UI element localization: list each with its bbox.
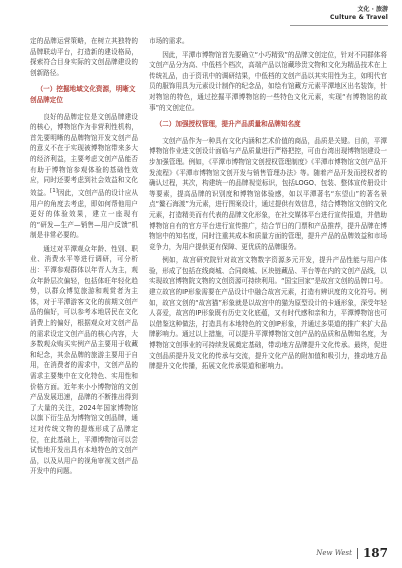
right-paragraph-4: 例如，故宫研究院针对故宫文物数字资源多元开发，提升产品性能与用户体验，形成了包括在线商城、合同商城、区块链藏品、平台等在内的文创产品线，以实现故宫博物院文物的文创资源可持续利用。“国宝回家”是故宫文创的品牌口号。建立故宫的IP形象需要在产品设计中融合故宫元素，打造有辨识度的文化符号。例如，故宫文创的“故宫猫”形象就是以故宫中的猫为原型设计的卡通形象，深受年轻人喜爱，故宫的IP形象既有历史文化底蕴，又有时代感和亲和力，平潭博物馆也可以借鉴这种做法，打造具有本地特色的文创IP形象，并通过多渠道的推广来扩大品牌影响力。通过以上措施，可以提升平潭博物馆文创产品的品质和品牌知名度，为博物馆文创事业的可持续发展奠定基础，带动地方品牌提升文化传承。最终，促进文创品质提升及文化的传承与交流，提升文化产品的附加值和吸引力，推动地方品牌提升文化传播，拓展文化传承渠道和影响力。 [149,256,387,371]
section-heading-1: （一）挖掘地域文化资源，明晰文创品牌定位 [30,85,136,104]
page-footer [316,546,388,560]
magazine-name: New West [316,549,352,557]
section-title-en: Culture & Travel [330,14,388,21]
page-header [330,6,388,22]
section-title-cn: 文化 · 旅游 [357,6,388,13]
right-column [149,36,387,372]
left-paragraph-2: 良好的品牌定位是文创品牌建设的核心，博物馆作为非营利性机构，首先要明晰的品牌物馆开发文创产品的意义不在于实现被博物馆带来多大的经济利益，主要考虑文创产品能否有助于博物馆参观体验的基础性效应，同时还要考虑到社会效益和文化效益。[1]因此，文创产品的设计应从用户的角度去考虑，即如何帮他用户更好的体验效果，建立一座现有的“研发—生产—销售—用户反馈”机制是非常必要的。 [30,112,138,240]
left-column [30,36,138,477]
page-number: 187 [362,546,388,560]
left-paragraph-3: 通过对平潭观众年龄、性别、职业、消费水平等进行调研，可分析出：平潭参观群体以年青人为主，观众年龄层次偏轻，包括体旺年轻化趋势，以群众博览旅游和观赏者为主体，对于平潭游客文化的前期文创产品的偏好，可以参考本地居民在文化消费上的偏好，根据观众对文创产品的需求设定文创产品的核心内容，大多数观众购买实例产品主要用于收藏和纪念，其余品牌的旅游主要用于自用，在消费者的需求中，文创产品的需求主要集中在文化特色、实用性和价格方面。近年来小小博物馆的文创产品发展迅速，品牌的不断推出得到了大量的关注，2024年国家博物馆以旗下衍生品为博物馆文创品牌，通过对传统文物的提炼形成了品牌定位，在此基础上，平潭博物馆可以尝试性地开发出具有本地特色的文创产品，以及从用户的视角审视文创产品开发中的问题。 [30,244,138,476]
footer-divider [357,548,358,559]
right-paragraph-3: 文创产品作为一种具有文化内涵和艺术价值的商品，品质是关键。目前，平潭博物馆作业进文创设计面临与产品质量进行严格把控，可由台湾出现博物馆建设一步加强管理。例如，《平潭市博物馆文创授权管理制度》《平潭市博物馆文创产品开发流程》《平潭市博物馆文创开发与销售管理办法》等。随着产品开发而授权者的确认过程，其次，构建统一的品牌视觉标识，包括LOGO、包装、整体宣传册设计等要素，提高品牌的识别度和博物馆体验感，如以平潭著名“东望山”的著名景点“鳌石海渡”为元素，进行图案设计，通过提供有效信息，结合博物馆文创的文化元素，打造精美而有代表的品牌文化形象，在社交媒体平台进行宣传报道，并借助博物馆自有的官方平台进行宣传推广，结合节日的门票和产品推荐，提升品牌在博物馆中的知名度，同时注重其成本和质量方面的管理，提升产品的品牌效益和市场竞争力，为用户提供更有保障、更优质的品牌服务。 [149,136,387,251]
left-paragraph-1: 定的品牌运营策略，在树立其独特的品牌联动平台，打造新的建设格局，探索符合目身实际的文创品牌建设的创新路径。 [30,37,138,77]
right-paragraph-1: 市场的需求。 [149,37,189,45]
header-divider [290,25,388,26]
section-heading-2: （二）加强授权管理，提升产品质量和品牌知名度 [155,120,301,129]
right-paragraph-2: 因此，平潭市博物馆首先要确立“小巧精致”的品牌文创定位，针对不同群体将文创产品分为高、中低档个档次，高端产品以馆藏珍贵文物和文化为精品技术在上传统礼品，由于资讯中的调研结果，中低档的文创产品以其实用性为主，如明代官员的服饰用具为元素设计制作的纪念品，如绘有馆藏方元素平潭地区出名装饰，针对物馆的特色，通过挖掘平潭博物馆的一些特色文化元素，实现“有博物馆的故事”的文创定位。 [149,50,387,112]
